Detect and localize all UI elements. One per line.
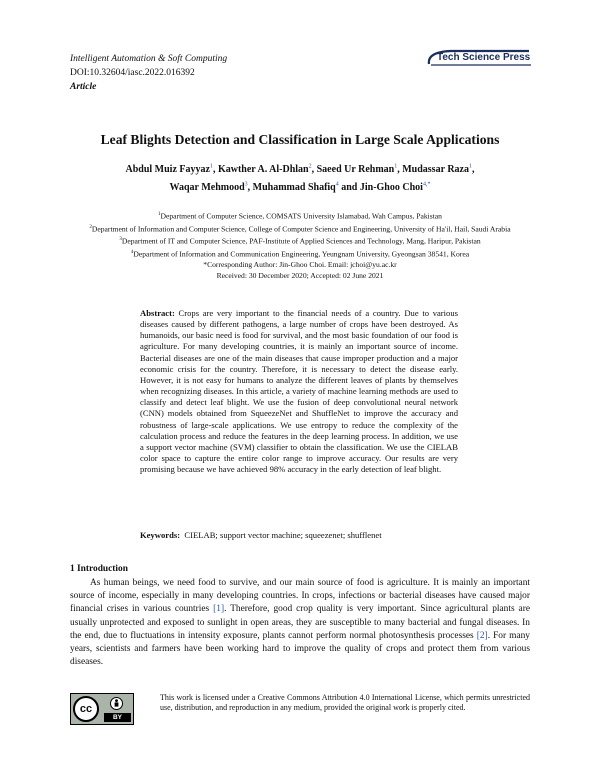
keywords-label: Keywords:	[140, 530, 181, 540]
keywords-text: CIELAB; support vector machine; squeezenet; shufflenet	[184, 530, 382, 540]
affiliation: $^2$Department of Information and Computer Science, College of Computer Science and Engineering, University of Ha'il, Hail, Saudi Arabia	[89, 224, 511, 234]
section-heading-introduction: 1 Introduction	[70, 564, 128, 574]
author: Muhammad Shafiq$^4$ and	[252, 181, 360, 193]
abstract	[140, 308, 458, 475]
affiliation: $^3$Department of IT and Computer Science, PAF-Institute of Applied Sciences and Technology, Mang, Haripur, Pakistan	[119, 236, 481, 246]
author-list	[90, 160, 510, 195]
received-accepted-dates: Received: 30 December 2020; Accepted: 02 June 2021	[216, 271, 384, 281]
keywords	[140, 530, 458, 540]
doi[interactable]: DOI:10.32604/iasc.2022.016392	[70, 68, 195, 78]
author: Jin-Ghoo Choi$^{4,*}$	[359, 181, 431, 193]
publisher-logo	[425, 48, 535, 68]
license-text: This work is licensed under a Creative Commons Attribution 4.0 International License, which permits unrestricted use, distribution, and reproduction in any medium, provided the original work is properly cited.	[160, 693, 530, 713]
author: Saeed Ur Rehman$^1$,	[316, 164, 403, 176]
article-type: Article	[70, 82, 97, 92]
author: Mudassar Raza$^1$,	[402, 164, 475, 176]
by-label: BY	[104, 713, 131, 722]
license-footer	[70, 693, 530, 733]
introduction-paragraph: As human beings, we need food to survive, and our main source of food is agriculture. It is mainly an important source of income, especially in many developing countries. In crops, infections or bacterial diseases have caused major financial crises in various countries [1]. Therefore, good crop quality is very important. Since agricultural plants are usually unprotected and exposed to sunlight in open areas, they are susceptible to many bacterial and fungal diseases. In the end, due to fluctuations in intensity exposure, plants cannot perform normal photosynthesis processes [2]. For many years, scientists and farmers have been working hard to improve the quality of crops and protect them from various diseases.	[70, 578, 530, 668]
publisher-name: Tech Science Press	[437, 52, 531, 63]
cc-icon: cc	[73, 696, 99, 722]
affiliations	[0, 209, 600, 281]
journal-name: Intelligent Automation & Soft Computing	[70, 54, 228, 64]
abstract-text: Crops are very important to the financial needs of a country. Due to various diseases caused by different pathogens, a large number of crops have been destroyed. As humanoids, our basic need is food for survival, and the most basic foundation of our food is agriculture. For many developing countries, it is mainly an important source of income. Bacterial diseases are one of the main diseases that cause improper production and a major economic crisis for the country. Therefore, it is necessary to detect the disease early. However, it is not easy for humans to analyze the different leaves of plants by themselves when recognizing diseases. In this article, a variety of machine learning methods are used to classify and detect leaf blight. We use the fusion of deep convolutional neural network (CNN) models obtained from SqueezeNet and ShuffleNet to improve the accuracy and robustness of large-scale applications. We use entropy to reduce the complexity of the calculation process and reduce the features in the deep learning process. In addition, we use a support vector machine (SVM) classifier to obtain the classification. We use the CIELAB color space to capture the entire color range to improve accuracy. Our results are very promising because we have achieved 98% accuracy in the early detection of leaf blight.	[140, 308, 458, 475]
cc-by-badge[interactable]	[70, 693, 134, 725]
author: Kawther A. Al-Dhlan$^2$,	[217, 164, 317, 176]
citation-link[interactable]: [1]	[213, 604, 225, 615]
affiliation: $^1$Department of Computer Science, COMSATS University Islamabad, Wah Campus, Pakistan	[158, 211, 442, 221]
abstract-label: Abstract:	[140, 308, 175, 318]
paper-title: Leaf Blights Detection and Classification in Large Scale Applications	[100, 132, 500, 147]
corresponding-author: *Corresponding Author: Jin-Ghoo Choi. Email: jchoi@yu.ac.kr	[203, 260, 397, 270]
affiliation: $^4$Department of Information and Communication Engineering, Yeungnam University, Gyeongsan 38541, Korea	[130, 249, 470, 259]
author: Waqar Mehmood$^3$,	[169, 181, 253, 193]
citation-link[interactable]: [2]	[476, 630, 488, 641]
author: Abdul Muiz Fayyaz$^1$,	[125, 164, 218, 176]
person-icon	[110, 697, 123, 710]
